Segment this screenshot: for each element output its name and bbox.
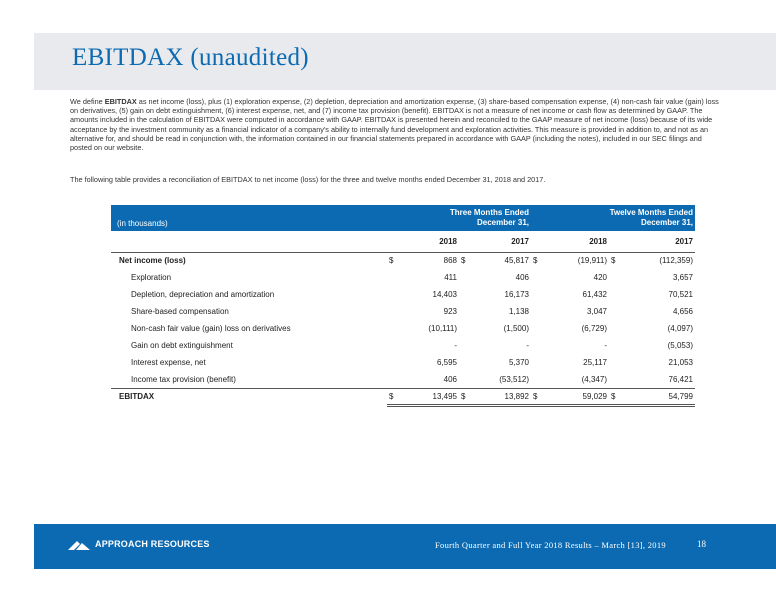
row-value: 406 [443,374,457,384]
page-number: 18 [697,539,706,549]
table-row [111,320,695,337]
reconciliation-table-wrap [111,205,695,407]
currency-symbol [609,269,623,286]
currency-symbol: $ [609,388,623,405]
currency-symbol: $ [459,388,473,405]
currency-symbol [531,303,545,320]
currency-symbol [531,320,545,337]
row-value: 14,403 [432,290,457,299]
row-label: Income tax provision (benefit) [131,374,236,384]
intro-rest: as net income (loss), plus (1) exploration expense, (2) depletion, depreciation and amortization expense, (3) share-based compensation expense, (4) non-cash fair value (gain) loss on derivatives, (5) gain on debt extinguishment, (6) interest expense, net, and (7) income tax provision (benefit). EBITDAX is not a measure of net income or cash flow as determined by GAAP. The amounts included in the calculation of EBITDAX were computed in accordance with GAAP. EBITDAX is presented herein and reconciled to the GAAP measure of net income (loss) because of its wide acceptance by the investment community as a financial indicator of a company's ability to internally fund development and exploration activities. This measure is provided in addition to, and not as an alternative for, and should be read in conjunction with, the information contained in our financial statements prepared in accordance with GAAP (including the notes), included in our SEC filings and posted on our website. [70,97,719,153]
currency-symbol [459,354,473,371]
table-row [111,303,695,320]
currency-symbol [459,320,473,337]
currency-symbol: $ [389,256,394,266]
row-value: (10,111) [428,324,457,333]
table-body [111,252,695,388]
row-value: - [604,341,607,350]
currency-symbol [387,303,401,320]
row-value: (19,911) [577,256,607,266]
total-label: EBITDAX [111,388,387,405]
total-value: 54,799 [623,388,695,405]
currency-symbol [609,286,623,303]
company-logo-icon [68,540,90,550]
table-row [111,354,695,371]
currency-symbol [531,337,545,354]
table-intro-paragraph: The following table provides a reconciliation of EBITDAX to net income (loss) for the three and twelve months ended December 31, 2018 and 2017. [70,175,546,184]
table-row [111,337,695,354]
currency-symbol: $ [461,256,466,266]
row-label: Net income (loss) [119,256,186,266]
table-row [111,286,695,303]
year-header-spacer [111,231,387,252]
year-header: 2018 [387,231,459,252]
row-value: 3,657 [672,273,693,282]
currency-symbol: $ [533,256,538,266]
currency-symbol: $ [531,388,545,405]
row-value: 61,432 [582,290,607,299]
table-row [111,269,695,286]
three-months-line2: December 31, [476,218,529,227]
year-header: 2017 [459,231,531,252]
intro-paragraph [70,97,720,152]
year-header: 2017 [609,231,695,252]
total-row [111,388,695,405]
row-label: Share-based compensation [131,307,229,316]
three-months-header [387,205,531,231]
row-label: Interest expense, net [131,358,206,367]
row-value: (4,097) [667,324,693,333]
row-value: 868 [443,256,457,266]
row-label: Non-cash fair value (gain) loss on derivatives [131,324,291,333]
company-name: APPROACH RESOURCES [95,539,210,549]
total-value: 59,029 [545,388,609,405]
row-value: 70,521 [668,290,693,299]
footer-text: Fourth Quarter and Full Year 2018 Results – March [13], 2019 [435,540,666,550]
currency-symbol [609,371,623,388]
currency-symbol [459,286,473,303]
row-value: 45,817 [504,256,529,266]
row-value: 5,370 [508,358,529,367]
row-label: Gain on debt extinguishment [131,341,233,350]
currency-symbol [387,354,401,371]
units-label: (in thousands) [117,219,168,228]
currency-symbol [459,371,473,388]
currency-symbol [531,371,545,388]
row-value: 420 [593,273,607,282]
row-value: (6,729) [581,324,607,333]
table-row [111,252,695,269]
row-value: (5,053) [667,341,693,350]
total-value: 13,495 [401,388,459,405]
twelve-months-line2: December 31, [640,218,693,227]
twelve-months-header [531,205,695,231]
currency-symbol [609,320,623,337]
three-months-line1: Three Months Ended [449,208,529,217]
row-value: 3,047 [586,307,607,316]
row-label: Exploration [131,273,172,282]
row-value: (1,500) [503,324,529,333]
row-value: - [526,341,529,350]
currency-symbol [609,303,623,320]
row-value: 411 [444,273,457,282]
intro-prefix: We define [70,97,105,106]
intro-bold-term: EBITDAX [104,97,137,106]
row-value: 406 [515,273,529,282]
page-title: EBITDAX (unaudited) [72,44,309,71]
currency-symbol [459,303,473,320]
row-value: 1,138 [508,307,529,316]
row-value: (4,347) [581,374,607,384]
row-value: 4,656 [672,307,693,316]
currency-symbol [387,337,401,354]
table-header-row [111,205,695,231]
row-value: 16,173 [504,290,529,299]
row-value: 25,117 [583,358,607,367]
currency-symbol [531,354,545,371]
row-value: 21,053 [668,358,693,367]
table-row [111,371,695,388]
currency-symbol [609,354,623,371]
currency-symbol [459,337,473,354]
currency-symbol [531,269,545,286]
currency-symbol [387,371,401,388]
row-label: Depletion, depreciation and amortization [131,290,275,299]
row-value: - [454,341,457,350]
row-value: (53,512) [499,374,529,384]
currency-symbol [459,269,473,286]
currency-symbol [387,269,401,286]
currency-symbol [609,337,623,354]
currency-symbol [531,286,545,303]
total-value: 13,892 [473,388,531,405]
currency-symbol: $ [387,388,401,405]
twelve-months-line1: Twelve Months Ended [609,208,693,217]
reconciliation-table [111,205,695,407]
currency-symbol [387,286,401,303]
row-value: 76,421 [668,374,693,384]
row-value: 6,595 [436,358,457,367]
currency-symbol: $ [611,256,616,266]
year-header-row [111,231,695,252]
row-value: 923 [443,307,457,316]
currency-symbol [387,320,401,337]
year-header: 2018 [531,231,609,252]
row-value: (112,359) [659,256,693,266]
